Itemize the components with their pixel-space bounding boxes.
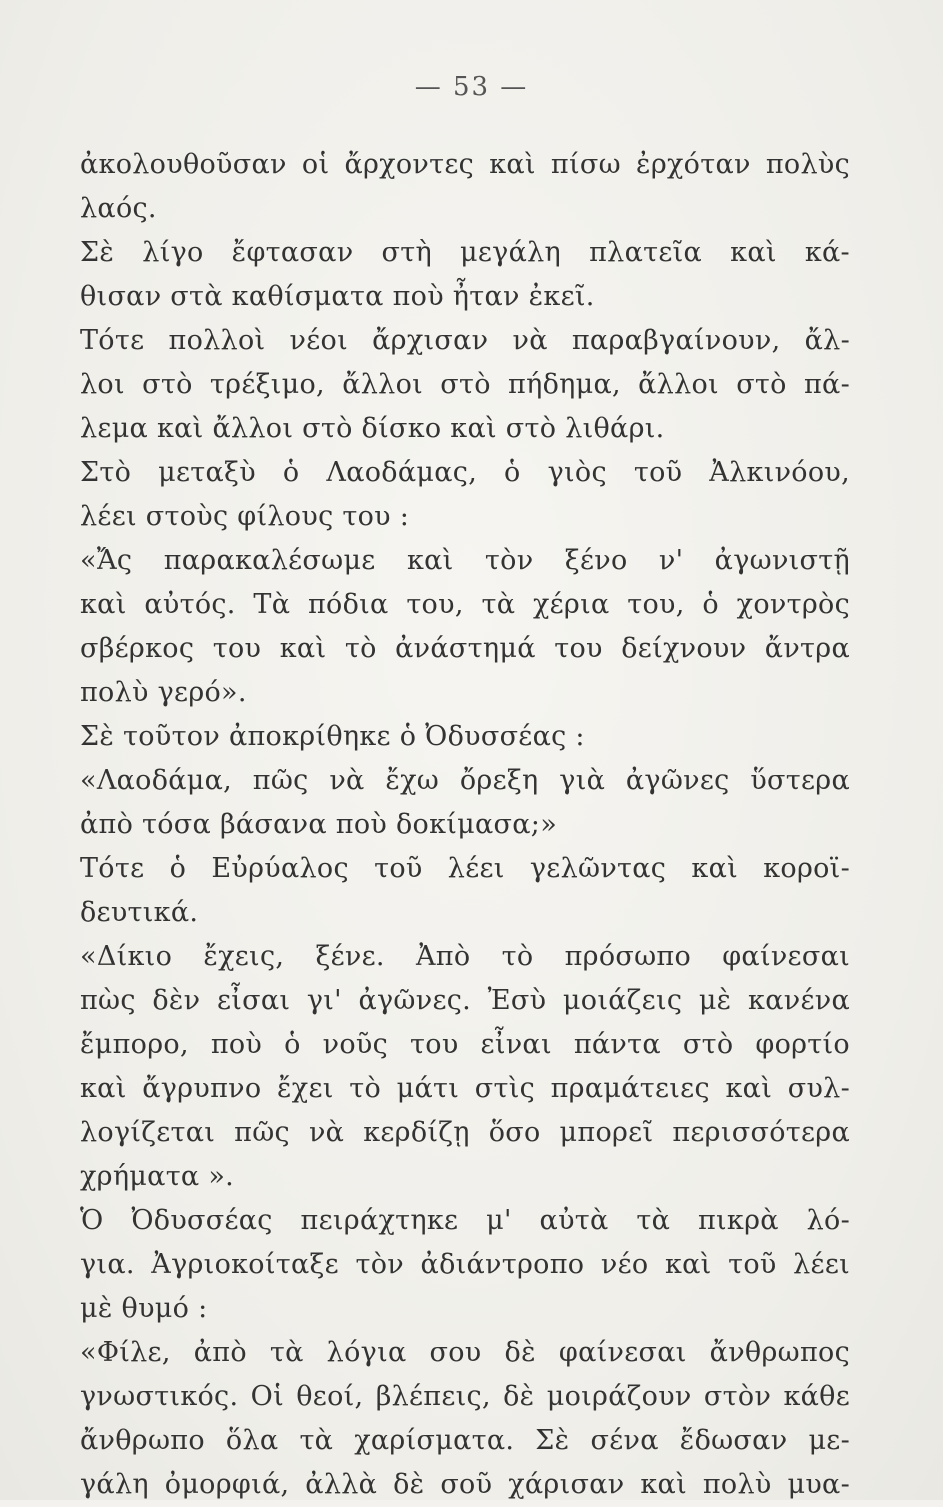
text-line: γάλη ὀμορφιά, ἀλλὰ δὲ σοῦ χάρισαν καὶ πολὺ μυα- <box>80 1469 850 1500</box>
text-line: ἀπὸ τόσα βάσανα ποὺ δοκίμασα;» <box>80 809 558 840</box>
page-number: — 53 — <box>414 72 529 102</box>
text-line: Τότε πολλοὶ νέοι ἄρχισαν νὰ παραβγαίνουν, ἄλ- <box>80 325 850 356</box>
text-line: ἄνθρωπο ὅλα τὰ χαρίσματα. Σὲ σένα ἔδωσαν με- <box>80 1425 850 1456</box>
text-line: «Φίλε, ἀπὸ τὰ λόγια σου δὲ φαίνεσαι ἄνθρωπος <box>80 1337 850 1368</box>
text-line: γνωστικός. Οἱ θεοί, βλέπεις, δὲ μοιράζουν στὸν κάθε <box>80 1381 850 1412</box>
text-line: «Ἄς παρακαλέσωμε καὶ τὸν ξένο ν' ἀγωνιστῇ <box>80 545 850 576</box>
text-line: λεμα καὶ ἄλλοι στὸ δίσκο καὶ στὸ λιθάρι. <box>80 413 665 444</box>
text-line: χρήματα ». <box>80 1161 235 1192</box>
text-line: μὲ θυμό : <box>80 1293 208 1324</box>
text-line: «Λαοδάμα, πῶς νὰ ἔχω ὄρεξη γιὰ ἀγῶνες ὕστερα <box>80 765 850 796</box>
text-line: λαός. <box>80 193 157 224</box>
text-line: ἔμπορο, ποὺ ὁ νοῦς του εἶναι πάντα στὸ φορτίο <box>80 1029 850 1060</box>
text-line: Ὁ Ὀδυσσέας πειράχτηκε μ' αὐτὰ τὰ πικρὰ λό- <box>80 1205 850 1236</box>
text-line: καὶ ἄγρυπνο ἔχει τὸ μάτι στὶς πραμάτειες καὶ συλ- <box>80 1073 850 1104</box>
text-line: σβέρκος του καὶ τὸ ἀνάστημά του δείχνουν ἄντρα <box>80 633 850 664</box>
text-line: πολὺ γερό». <box>80 677 247 708</box>
text-line: θισαν στὰ καθίσματα ποὺ ἦταν ἐκεῖ. <box>80 281 595 312</box>
text-line: δευτικά. <box>80 897 199 928</box>
text-line: Σὲ λίγο ἔφτασαν στὴ μεγάλη πλατεῖα καὶ κά- <box>80 237 850 268</box>
text-line: πὼς δὲν εἶσαι γι' ἀγῶνες. Ἐσὺ μοιάζεις μὲ κανένα <box>80 985 850 1016</box>
text-line: λογίζεται πῶς νὰ κερδίζῃ ὅσο μπορεῖ περισσότερα <box>80 1117 850 1148</box>
text-line: για. Ἀγριοκοίταξε τὸν ἀδιάντροπο νέο καὶ τοῦ λέει <box>80 1249 850 1280</box>
text-line: Σὲ τοῦτον ἀποκρίθηκε ὁ Ὀδυσσέας : <box>80 721 585 752</box>
text-line: λέει στοὺς φίλους του : <box>80 501 410 532</box>
text-line: Τότε ὁ Εὐρύαλος τοῦ λέει γελῶντας καὶ κοροϊ- <box>80 853 850 884</box>
text-line: λοι στὸ τρέξιμο, ἄλλοι στὸ πήδημα, ἄλλοι στὸ πά- <box>80 369 850 400</box>
text-line: «Δίκιο ἔχεις, ξένε. Ἀπὸ τὸ πρόσωπο φαίνεσαι <box>80 941 850 972</box>
text-line: Στὸ μεταξὺ ὁ Λαοδάμας, ὁ γιὸς τοῦ Ἀλκινόου, <box>80 457 850 488</box>
text-line: ἀκολουθοῦσαν οἱ ἄρχοντες καὶ πίσω ἐρχόταν πολὺς <box>80 149 850 180</box>
text-line: καὶ αὐτός. Τὰ πόδια του, τὰ χέρια του, ὁ χοντρὸς <box>80 589 850 620</box>
